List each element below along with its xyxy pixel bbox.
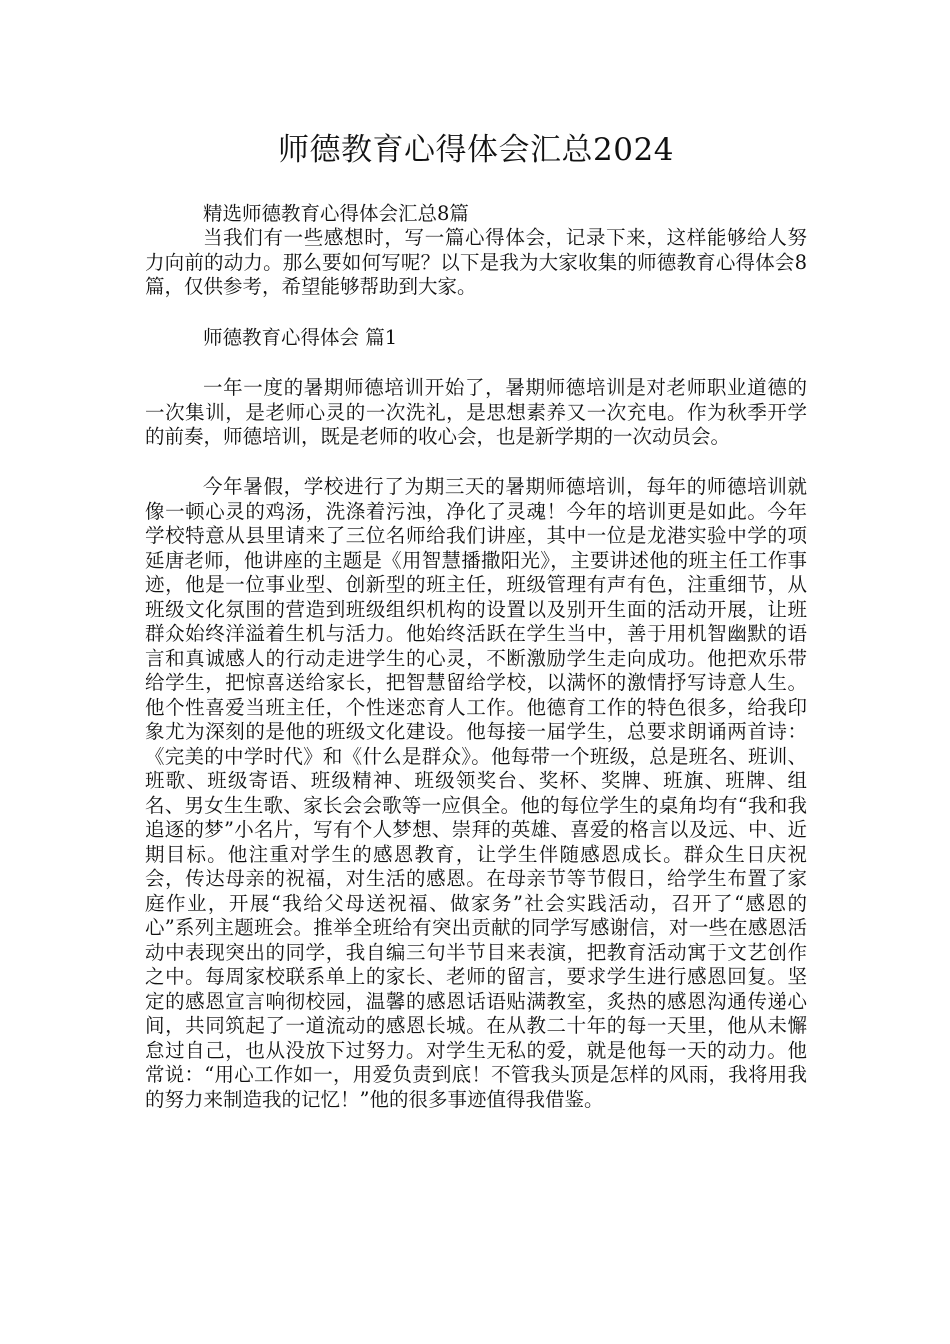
body-paragraph-2: 今年暑假，学校进行了为期三天的暑期师德培训，每年的师德培训就像一顿心灵的鸡汤，洗涤着污浊，净化了灵魂！今年的培训更是如此。今年学校特意从县里请来了三位名师给我们讲座，其中一位是龙港实验中学的项延唐老师，他讲座的主题是《用智慧播撒阳光》，主要讲述他的班主任工作事迹，他是一位事业型、创新型的班主任，班级管理有声有色，注重细节，从班级文化氛围的营造到班级组织机构的设置以及别开生面的活动开展，让班群众始终洋溢着生机与活力。他始终活跃在学生当中，善于用机智幽默的语言和真诚感人的行动走进学生的心灵，不断激励学生走向成功。他把欢乐带给学生，把惊喜送给家长，把智慧留给学校，以满怀的激情抒写诗意人生。他个性喜爱当班主任，个性迷恋育人工作。他德育工作的特色很多，给我印象尤为深刻的是他的班级文化建设。他每接一届学生，总要求朗诵两首诗：《完美的中学时代》和《什么是群众》。他每带一个班级，总是班名、班训、班歌、班级寄语、班级精神、班级领奖台、奖杯、奖牌、班旗、班牌、组名、男女生生歌、家长会会歌等一应俱全。他的每位学生的桌角均有“我和我追逐的梦”小名片，写有个人梦想、崇拜的英雄、喜爱的格言以及远、中、近期目标。他注重对学生的感恩教育，让学生伴随感恩成长。群众生日庆祝会，传达母亲的祝福，对生活的感恩。在母亲节等节假日，给学生布置了家庭作业，开展“我给父母送祝福、做家务”社会实践活动，召开了“感恩的心”系列主题班会。推举全班给有突出贡献的同学写感谢信，对一些在感恩活动中表现突出的同学，我自编三句半节目来表演，把教育活动寓于文艺创作之中。每周家校联系单上的家长、老师的留言，要求学生进行感恩回复。坚定的感恩宣言响彻校园，温馨的感恩话语贴满教室，炙热的感恩沟通传递心间，共同筑起了一道流动的感恩长城。在从教二十年的每一天里，他从未懈怠过自己，也从没放下过努力。对学生无私的爱，就是他每一天的动力。他常说：“用心工作如一，用爱负责到底！不管我头顶是怎样的风雨，我将用我的努力来制造我的记忆！”他的很多事迹值得我借鉴。 <box>145 475 807 1111</box>
document-subtitle: 精选师德教育心得体会汇总8篇 <box>203 202 469 225</box>
document-title: 师德教育心得体会汇总2024 <box>278 132 674 168</box>
section-heading: 师德教育心得体会 篇1 <box>203 326 398 349</box>
body-paragraph-1: 一年一度的暑期师德培训开始了，暑期师德培训是对老师职业道德的一次集训，是老师心灵的一次洗礼，是思想素养又一次充电。作为秋季开学的前奏，师德培训，既是老师的收心会，也是新学期的一次动员会。 <box>145 376 807 448</box>
intro-paragraph: 当我们有一些感想时，写一篇心得体会，记录下来，这样能够给人努力向前的动力。那么要如何写呢？以下是我为大家收集的师德教育心得体会8篇，仅供参考，希望能够帮助到大家。 <box>145 226 807 298</box>
